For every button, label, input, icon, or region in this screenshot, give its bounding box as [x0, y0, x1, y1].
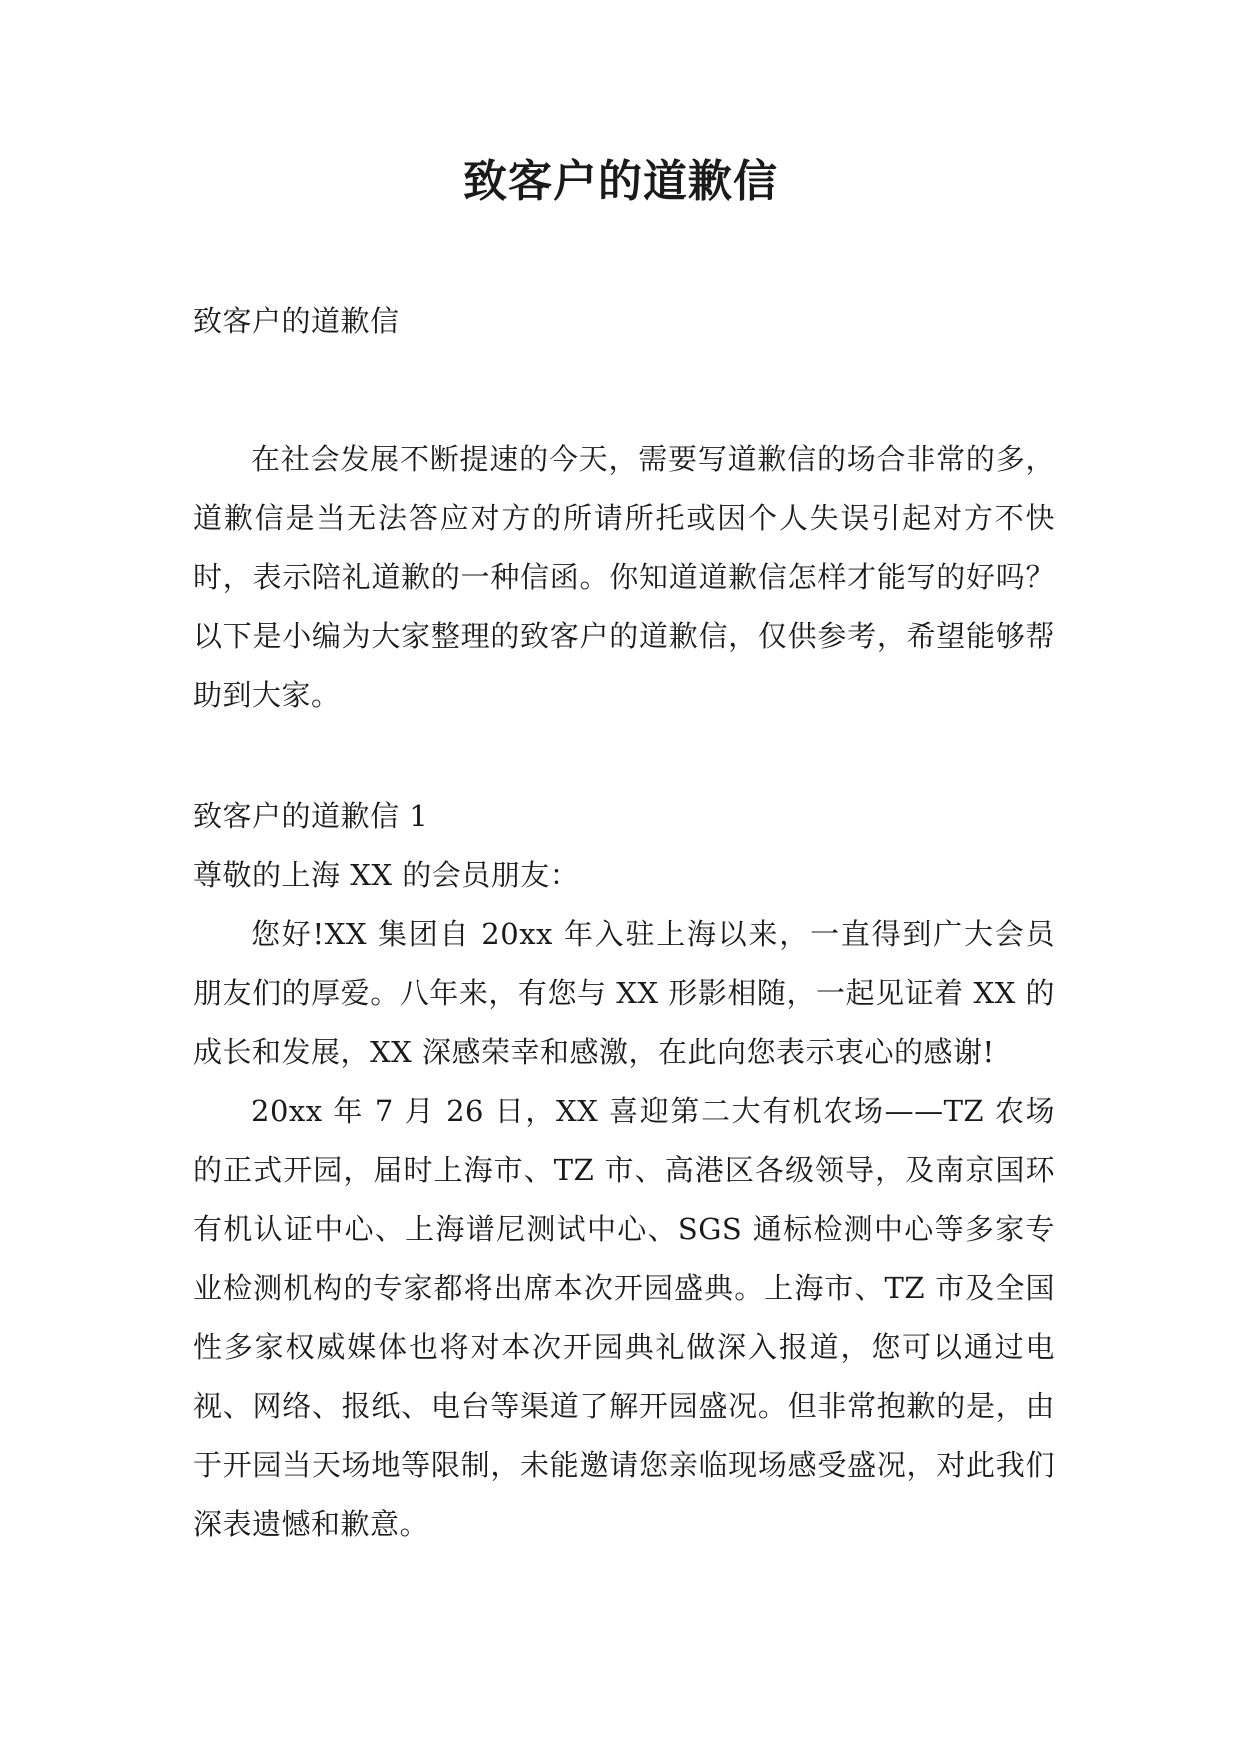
section-heading: 致客户的道歉信 1	[193, 799, 429, 833]
intro-paragraph: 在社会发展不断提速的今天，需要写道歉信的场合非常的多，道歉信是当无法答应对方的所请所托或因个人失误引起对方不快时，表示陪礼道歉的一种信函。你知道道歉信怎样才能写的好吗？以下是小编为大家整理的致客户的道歉信，仅供参考，希望能够帮助到大家。	[193, 442, 1055, 712]
document-body	[193, 292, 1055, 1554]
document-title: 致客户的道歉信	[463, 156, 778, 207]
spacer	[193, 725, 1055, 787]
letter-paragraph-1: 您好!XX 集团自 20xx 年入驻上海以来，一直得到广大会员朋友们的厚爱。八年来，有您与 XX 形影相随，一起见证着 XX 的成长和发展，XX 深感荣幸和感激，在此向您表示衷心的感谢!	[193, 917, 1055, 1069]
subtitle: 致客户的道歉信	[193, 304, 400, 338]
letter-paragraph-2: 20xx 年 7 月 26 日，XX 喜迎第二大有机农场——TZ 农场的正式开园，届时上海市、TZ 市、高港区各级领导，及南京国环有机认证中心、上海谱尼测试中心、SGS 通标检测中心等多家专业检测机构的专家都将出席本次开园盛典。上海市、TZ 市及全国性多家权威媒体也将对本次开园典礼做深入报道，您可以通过电视、网络、报纸、电台等渠道了解开园盛况。但非常抱歉的是，由于开园当天场地等限制，未能邀请您亲临现场感受盛况，对此我们深表遗憾和歉意。	[193, 1094, 1055, 1541]
salutation: 尊敬的上海 XX 的会员朋友：	[193, 858, 580, 892]
spacer	[193, 351, 1055, 430]
